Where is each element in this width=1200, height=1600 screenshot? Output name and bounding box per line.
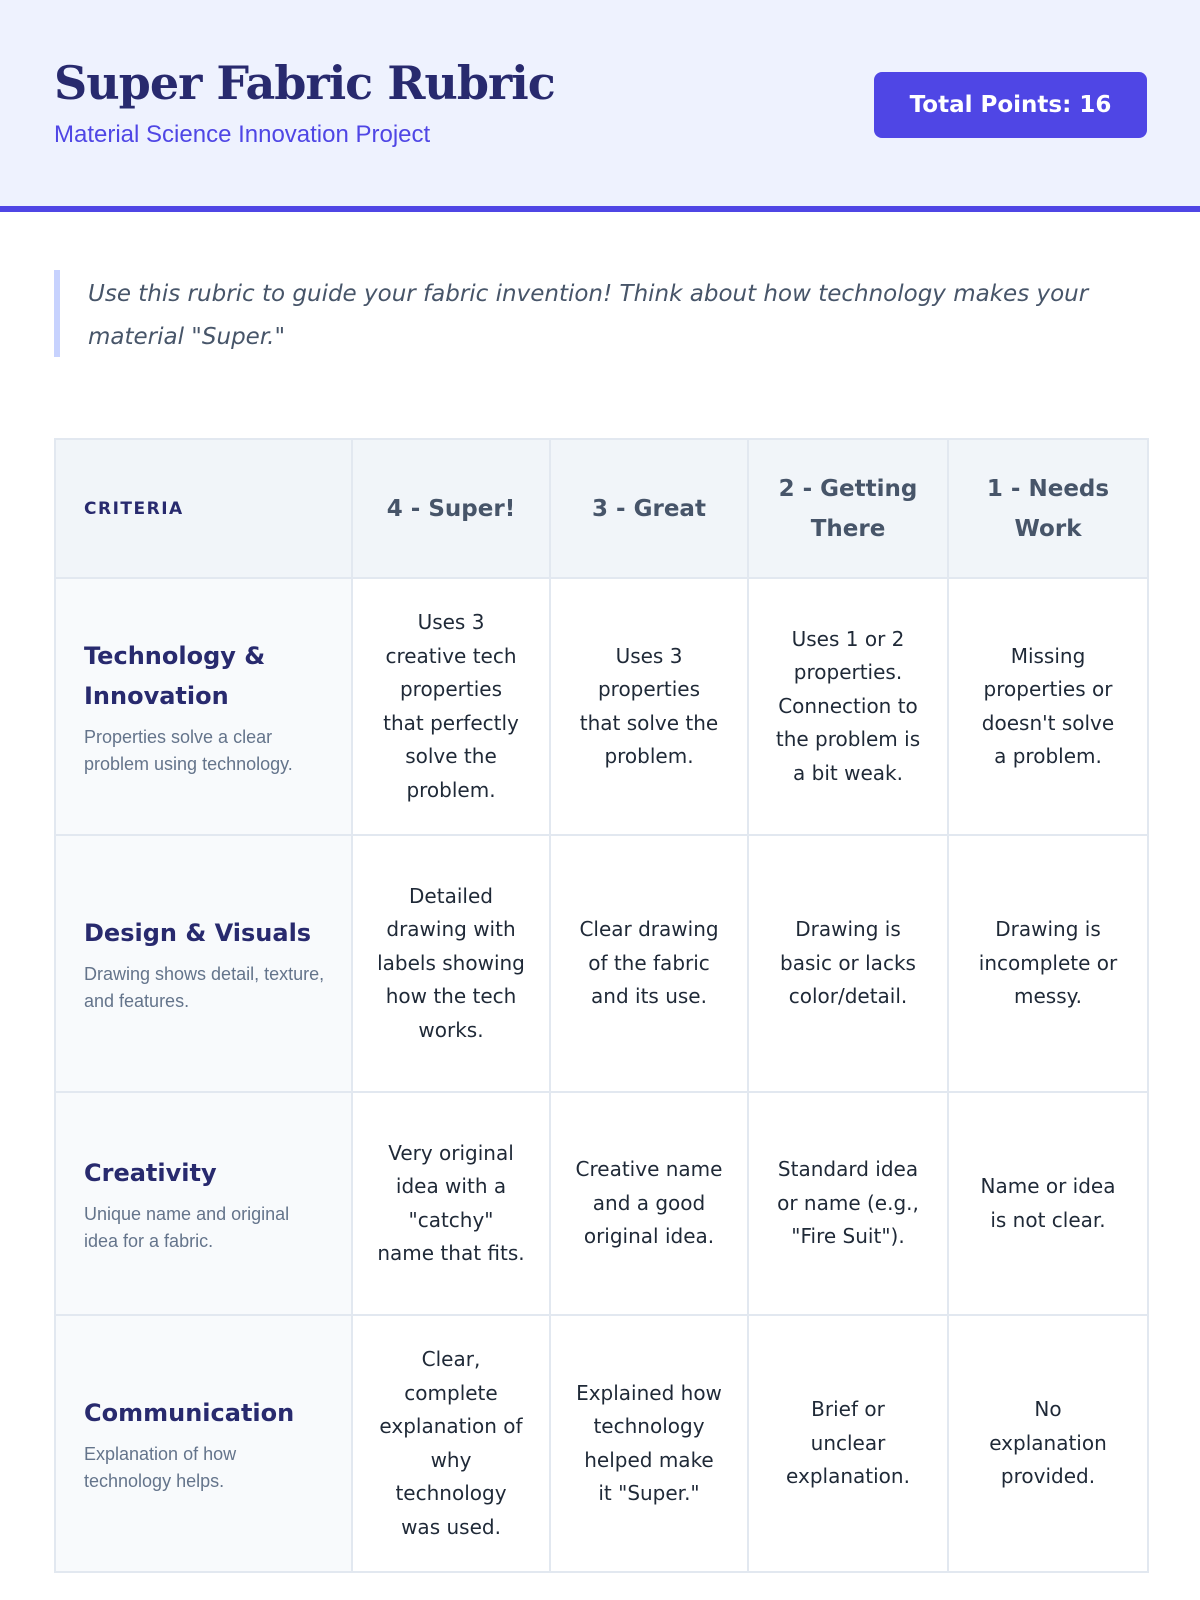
page-subtitle: Material Science Innovation Project — [54, 121, 431, 148]
criteria-description: Properties solve a clear problem using technology. — [84, 726, 293, 774]
rubric-table — [54, 438, 1149, 1573]
level-1-cell: Drawing is incomplete or messy. — [948, 835, 1148, 1092]
criteria-cell — [55, 1315, 352, 1572]
header-level-3: 3 - Great — [550, 439, 748, 578]
criteria-description: Unique name and original idea for a fabric. — [84, 1203, 290, 1251]
criteria-description: Drawing shows detail, texture, and features. — [84, 963, 325, 1011]
page-title: Super Fabric Rubric — [54, 56, 555, 110]
criteria-name: Design & Visuals — [84, 918, 312, 947]
criteria-cell — [55, 1092, 352, 1315]
criteria-cell — [55, 835, 352, 1092]
criteria-name: Communication — [84, 1398, 295, 1427]
level-3-cell: Creative name and a good original idea. — [550, 1092, 748, 1315]
criteria-cell — [55, 578, 352, 835]
criteria-name: Technology & Innovation — [84, 641, 266, 710]
criteria-description: Explanation of how technology helps. — [84, 1443, 237, 1491]
header-level-1: 1 - Needs Work — [948, 439, 1148, 578]
level-3-cell: Clear drawing of the fabric and its use. — [550, 835, 748, 1092]
level-4-cell: Uses 3 creative tech properties that perfectly solve the problem. — [352, 578, 550, 835]
intro-note: Use this rubric to guide your fabric invention! Think about how technology makes your material "Super." — [54, 270, 1147, 357]
level-1-cell: Missing properties or doesn't solve a problem. — [948, 578, 1148, 835]
table-row — [55, 578, 1148, 835]
criteria-name: Creativity — [84, 1158, 217, 1187]
level-3-cell: Uses 3 properties that solve the problem. — [550, 578, 748, 835]
level-3-cell: Explained how technology helped make it "Super." — [550, 1315, 748, 1572]
table-row — [55, 1092, 1148, 1315]
level-2-cell: Uses 1 or 2 properties. Connection to the problem is a bit weak. — [748, 578, 948, 835]
table-row — [55, 1315, 1148, 1572]
level-4-cell: Very original idea with a "catchy" name that fits. — [352, 1092, 550, 1315]
header-criteria: CRITERIA — [55, 439, 352, 578]
table-row — [55, 835, 1148, 1092]
table-header-row — [55, 439, 1148, 578]
level-1-cell: Name or idea is not clear. — [948, 1092, 1148, 1315]
level-2-cell: Drawing is basic or lacks color/detail. — [748, 835, 948, 1092]
level-4-cell: Detailed drawing with labels showing how the tech works. — [352, 835, 550, 1092]
header-level-2: 2 - Getting There — [748, 439, 948, 578]
header-level-4: 4 - Super! — [352, 439, 550, 578]
level-2-cell: Brief or unclear explanation. — [748, 1315, 948, 1572]
total-points-badge: Total Points: 16 — [874, 72, 1147, 138]
level-4-cell: Clear, complete explanation of why technology was used. — [352, 1315, 550, 1572]
level-2-cell: Standard idea or name (e.g., "Fire Suit"). — [748, 1092, 948, 1315]
level-1-cell: No explanation provided. — [948, 1315, 1148, 1572]
page-header — [0, 0, 1200, 212]
